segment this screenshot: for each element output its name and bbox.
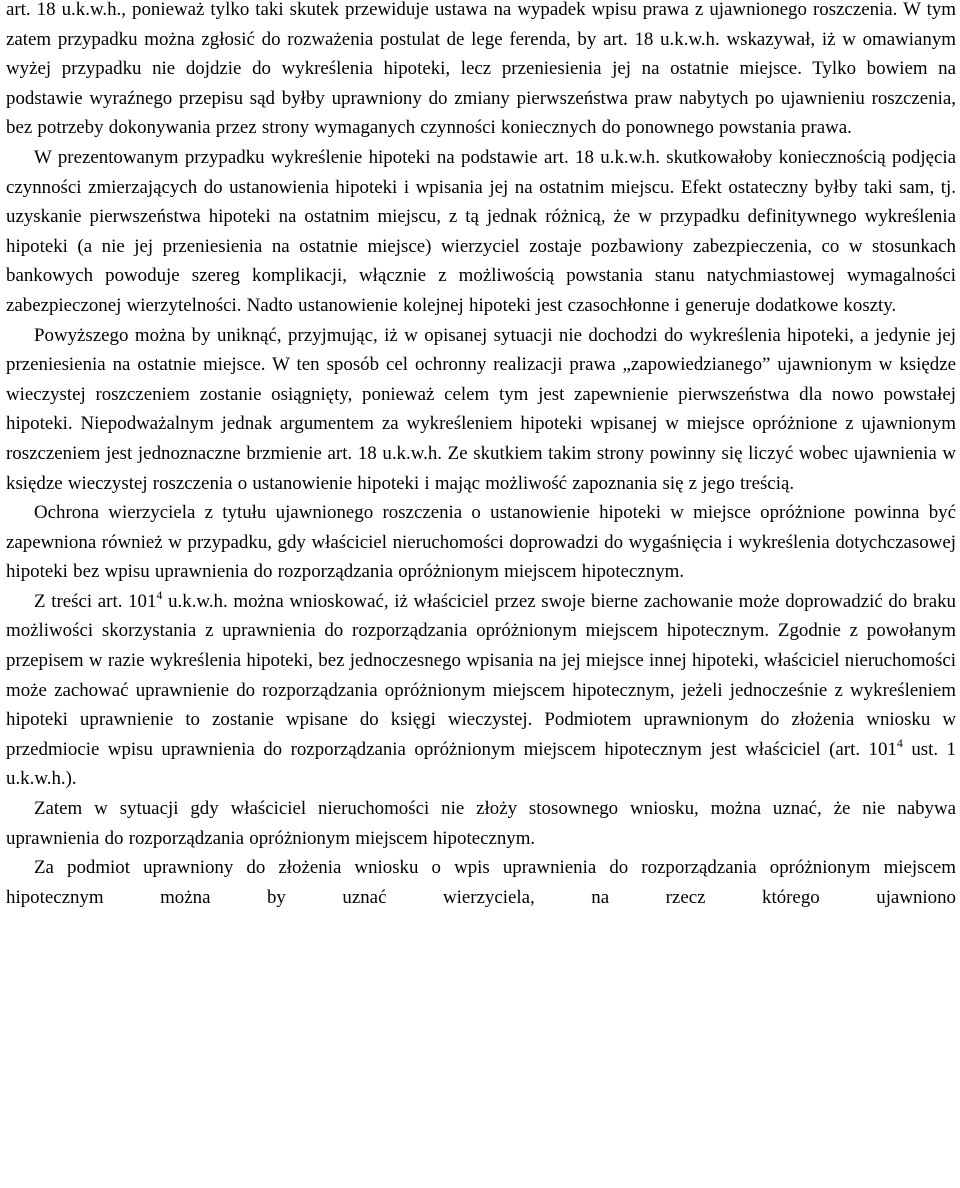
paragraph-5 [6, 587, 956, 794]
paragraph-6-text: Zatem w sytuacji gdy właściciel nieruchomości nie złoży stosownego wniosku, można uznać, że nie nabywa uprawnienia do rozporządzania opróżnionym miejscem hipotecznym. [6, 798, 956, 849]
paragraph-4 [6, 498, 956, 587]
paragraph-2-text: W prezentowanym przypadku wykreślenie hipoteki na podstawie art. 18 u.k.w.h. skutkowałoby koniecznością podjęcia czynności zmierzających do ustanowienia hipoteki i wpisania jej na ostatnim miejscu. Efekt ostateczny byłby taki sam, tj. uzyskanie pierwszeństwa hipoteki na ostatnim miejscu, z tą jednak różnicą, że w przypadku definitywnego wykreślenia hipoteki (a nie jej przeniesienia na ostatnie miejsce) wierzyciel zostaje pozbawiony zabezpieczenia, co w stosunkach bankowych powoduje szereg komplikacji, włącznie z możliwością powstania stanu natychmiastowej wymagalności zabezpieczonej wierzytelności. Nadto ustanowienie kolejnej hipoteki jest czasochłonne i generuje dodatkowe koszty. [6, 146, 956, 316]
paragraph-2 [6, 143, 956, 321]
paragraph-5-text: u.k.w.h. można wnioskować, iż właściciel przez swoje bierne zachowanie może doprowadzić do braku możliwości skorzystania z uprawnienia do rozporządzania opróżnionym miejscem hipotecznym. Zgodnie z powołanym przepisem w razie wykreślenia hipoteki, bez jednoczesnego wpisania na jej miejsce innej hipoteki, właściciel nieruchomości może zachować uprawnienie do rozporządzania opróżnionym miejscem hipotecznym, jeżeli jednocześnie z wykreśleniem hipoteki uprawnienie to zostanie wpisane do księgi wieczystej. Podmiotem uprawnionym do złożenia wniosku w przedmiocie wpisu uprawnienia do rozporządzania opróżnionym miejscem hipotecznym jest właściciel (art. 101 [6, 590, 956, 760]
superscript-4: 4 [156, 587, 163, 602]
paragraph-7-text: Za podmiot uprawniony do złożenia wniosku o wpis uprawnienia do rozporządzania opróżnionym miejscem hipotecznym można by uznać wierzyciela, na rzecz którego ujawniono [6, 857, 956, 908]
paragraph-1 [6, 0, 956, 143]
paragraph-3-text: Powyższego można by uniknąć, przyjmując, iż w opisanej sytuacji nie dochodzi do wykreślenia hipoteki, a jedynie jej przeniesienia na ostatnie miejsce. W ten sposób cel ochronny realizacji prawa „zapowiedzianego” ujawnionym w księdze wieczystej roszczeniem zostanie osiągnięty, ponieważ celem tym jest zapewnienie pierwszeństwa dla nowo powstałej hipoteki. Niepodważalnym jednak argumentem za wykreśleniem hipoteki wpisanej w miejsce opróżnione z ujawnionym roszczeniem jest jednoznaczne brzmienie art. 18 u.k.w.h. Ze skutkiem takim strony powinny się liczyć wobec ujawnienia w księdze wieczystej roszczenia o ustanowienie hipoteki i mając możliwość zapoznania się z jego treścią. [6, 324, 956, 494]
paragraph-7 [6, 853, 956, 912]
paragraph-5-text-before: Z treści art. 101 [34, 590, 157, 612]
paragraph-5-text-after: ust. 1 u.k.w.h.). [6, 738, 956, 790]
paragraph-3 [6, 321, 956, 499]
paragraph-1-text: art. 18 u.k.w.h., ponieważ tylko taki skutek przewiduje ustawa na wypadek wpisu prawa z ujawnionego roszczenia. W tym zatem przypadku można zgłosić do rozważenia postulat de lege ferenda, by art. 18 u.k.w.h. wskazywał, iż w omawianym wyżej przypadku nie dojdzie do wykreślenia hipoteki, lecz przeniesienia jej na ostatnie miejsce. Tylko bowiem na podstawie wyraźnego przepisu sąd byłby uprawniony do zmiany pierwszeństwa praw nabytych po ujawnieniu roszczenia, bez potrzeby dokonywania przez strony wymaganych czynności koniecznych do ponownego powstania prawa. [6, 0, 956, 139]
superscript-4b: 4 [896, 735, 903, 750]
paragraph-6 [6, 794, 956, 853]
paragraph-4-text: Ochrona wierzyciela z tytułu ujawnionego roszczenia o ustanowienie hipoteki w miejsce opróżnione powinna być zapewniona również w przypadku, gdy właściciel nieruchomości doprowadzi do wygaśnięcia i wykreślenia dotychczasowej hipoteki bez wpisu uprawnienia do rozporządzania opróżnionym miejscem hipotecznym. [6, 502, 956, 583]
